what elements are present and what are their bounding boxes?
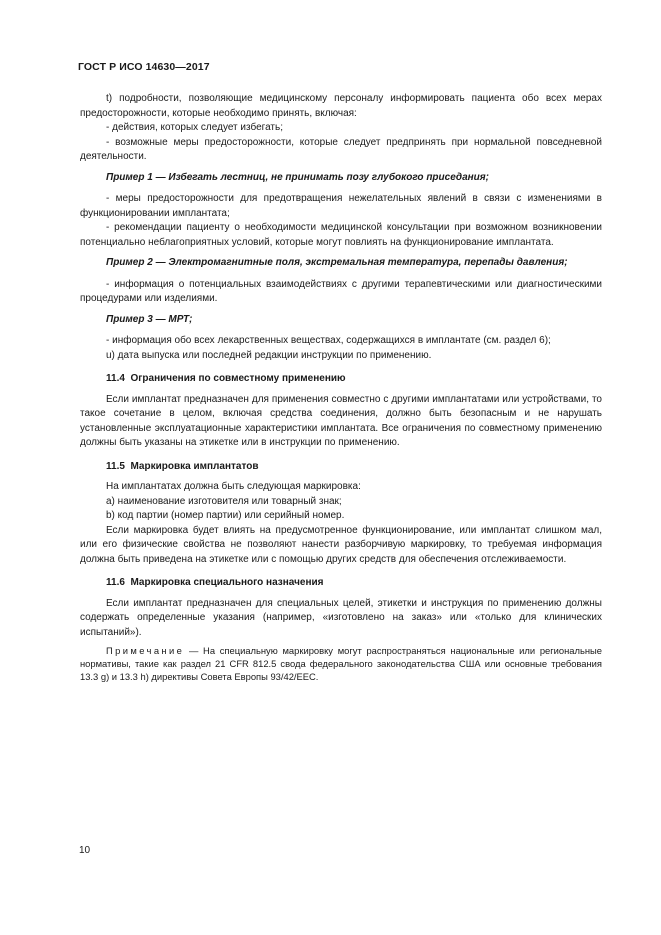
note-text: — На специальную маркировку могут распространяться национальные или региональные нормативы, такие как раздел 21 CFR 812.5 свода федерального законодательства США или основные требования 13.3 g) и 13.3 h) директивы Совета Европы 93/42/EEC. [80,645,602,682]
section-number: 11.5 [106,460,125,472]
section-title: Маркировка имплантатов [130,460,259,472]
page-number: 10 [79,845,91,856]
section-heading-11-6 [80,576,602,591]
section-paragraph: Если маркировка будет влиять на предусмотренное функционирование, или имплантат слишком мал, или его физические свойства не позволяют нанести разборчивую маркировку, то требуемая информация должна быть приведена на этикетке или с помощью других средств для обеспечения отслеживаемости. [80,524,602,565]
list-item: - возможные меры предосторожности, которые следует предпринять при нормальной повседневной деятельности. [80,136,602,162]
section-title: Ограничения по совместному применению [130,373,346,384]
list-item: - рекомендации пациенту о необходимости медицинской консультации при возможном возникновении потенциально неблагоприятных условий, которые могут повлиять на функционирование имплантата. [80,222,602,248]
page-content [80,92,602,692]
example-3: Пример 3 — МРТ; [106,313,193,325]
list-item: b) код партии (номер партии) или серийный номер. [106,510,345,521]
list-item: a) наименование изготовителя или товарный знак; [106,495,342,507]
note-label: Примечание [106,645,185,656]
list-item: - информация о потенциальных взаимодействиях с другими терапевтическими или диагностическими процедурами или изделиями. [80,278,602,304]
section-number: 11.6 [106,577,125,588]
section-paragraph: На имплантатах должна быть следующая маркировка: [106,481,361,492]
note [80,644,602,683]
section-paragraph: Если имплантат предназначен для применения совместно с другими имплантатами или устройствами, то такое сочетание в целом, включая средства соединения, должно быть безопасным и не нарушать установленные эксплуатационные характеристики имплантата. Все ограничения по совместному применению должны быть указаны на этикетке или в инструкции по применению. [80,393,602,448]
example-2: Пример 2 — Электромагнитные поля, экстремальная температура, перепады давления; [106,257,568,268]
section-paragraph: Если имплантат предназначен для специальных целей, этикетки и инструкция по применению должны содержать определенные указания (например, «изготовлено на заказ» или «только для клинических испытаний»). [80,597,602,638]
list-item: - действия, которых следует избегать; [106,122,283,133]
section-heading-11-5 [80,460,602,475]
section-heading-11-4 [80,372,602,387]
section-title: Маркировка специального назначения [130,577,324,588]
paragraph-item-u: u) дата выпуска или последней редакции инструкции по применению. [106,349,432,361]
section-number: 11.4 [106,373,125,384]
list-item: - информация обо всех лекарственных веществах, содержащихся в имплантате (см. раздел 6); [106,335,551,346]
paragraph-item-t: t) подробности, позволяющие медицинскому персоналу информировать пациента обо всех мерах предосторожности, которые необходимо принять, включая: [80,93,602,119]
example-1: Пример 1 — Избегать лестниц, не принимать позу глубокого приседания; [106,171,489,183]
list-item: - меры предосторожности для предотвращения нежелательных явлений в связи с изменениями в функционировании имплантата; [80,193,602,219]
document-header: ГОСТ Р ИСО 14630—2017 [78,61,210,73]
